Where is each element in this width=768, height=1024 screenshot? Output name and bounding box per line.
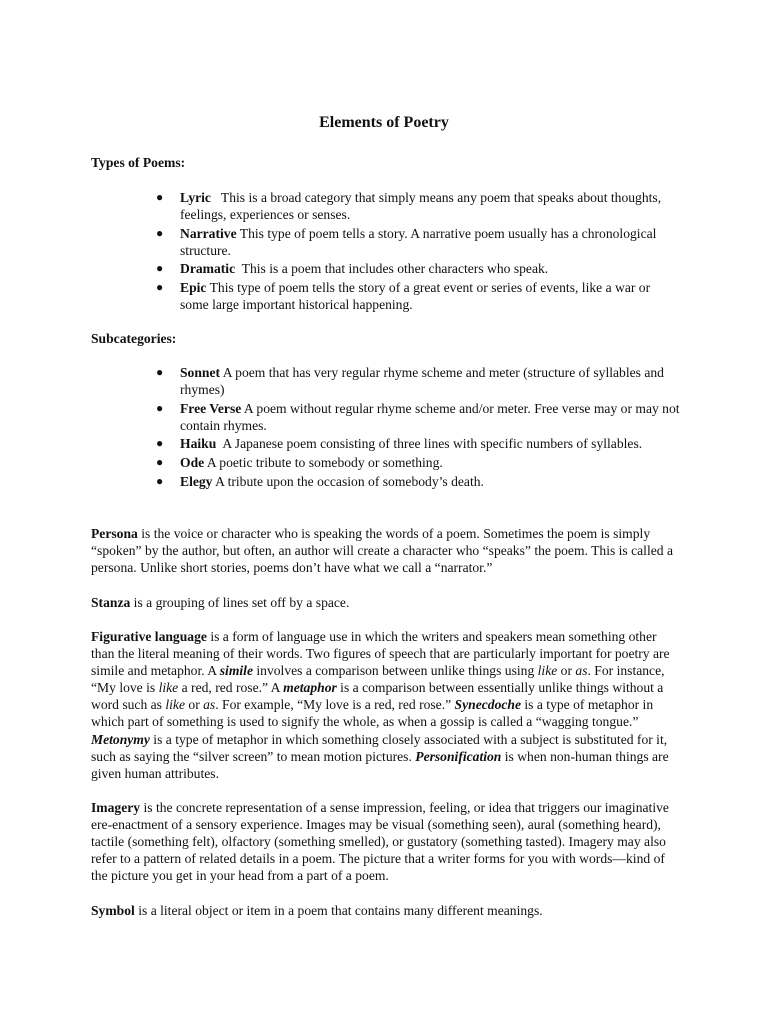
list-item bbox=[0, 364, 768, 398]
paragraph-text: a red, red rose.” A bbox=[178, 680, 284, 696]
definition-ode: A poetic tribute to somebody or something. bbox=[204, 454, 443, 470]
emphasis-as: as bbox=[575, 663, 588, 679]
definition-haiku: A Japanese poem consisting of three lines with specific numbers of syllables. bbox=[216, 436, 643, 452]
term-haiku: Haiku bbox=[180, 436, 217, 452]
definition-imagery: is the concrete representation of a sense impression, feeling, or idea that triggers our imaginative ere-enactment of a sensory experience. Images may be visual (something seen), aural (something heard), tactile (something felt), olfactory (something smelled), or gustatory (something tasted). Imagery may also refer to a pattern of related details in a poem. The picture that a writer forms for you with words—kind of the picture you get in your head from a part of a poem. bbox=[91, 800, 669, 884]
figurative-language-paragraph bbox=[91, 628, 681, 782]
paragraph-text: or bbox=[185, 697, 204, 713]
definition-sonnet: A poem that has very regular rhyme scheme and meter (structure of syllables and rhymes) bbox=[180, 365, 664, 398]
emphasis-as: as bbox=[203, 697, 216, 713]
imagery-paragraph bbox=[91, 799, 681, 884]
subcategories-heading: Subcategories: bbox=[91, 331, 177, 346]
definition-dramatic: This is a poem that includes other characters who speak. bbox=[235, 261, 549, 277]
list-item bbox=[0, 189, 768, 223]
paragraph-text: is a type of metaphor in which part of something is used to signify the whole, as when a gossip is called a “wagging tongue.” bbox=[91, 697, 654, 730]
term-sonnet: Sonnet bbox=[180, 365, 221, 380]
list-item bbox=[0, 454, 768, 471]
list-item bbox=[0, 400, 768, 434]
term-metaphor: metaphor bbox=[283, 680, 337, 696]
term-personification: Personification bbox=[415, 748, 502, 764]
list-item bbox=[0, 279, 768, 313]
bullet-icon: ● bbox=[156, 365, 164, 379]
stanza-paragraph bbox=[91, 594, 681, 611]
term-dramatic: Dramatic bbox=[180, 261, 236, 277]
list-item bbox=[0, 435, 768, 452]
definition-symbol: is a literal object or item in a poem that contains many different meanings. bbox=[134, 903, 543, 918]
term-metonymy: Metonymy bbox=[91, 731, 150, 747]
bullet-icon: ● bbox=[156, 436, 164, 451]
paragraph-text: . For example, “My love is a red, red rose.” bbox=[215, 697, 455, 713]
definition-narrative: This type of poem tells a story. A narrative poem usually has a chronological structure. bbox=[180, 225, 657, 258]
term-imagery: Imagery bbox=[91, 800, 141, 815]
term-ode: Ode bbox=[180, 454, 205, 470]
term-narrative: Narrative bbox=[180, 225, 237, 241]
bullet-icon: ● bbox=[156, 400, 164, 415]
term-figurative-language: Figurative language bbox=[91, 629, 207, 644]
bullet-icon: ● bbox=[156, 473, 164, 488]
paragraph-text: is a type of metaphor in which something closely associated with a subject is substituted for it, such as saying the “silver screen” to mean motion pictures. bbox=[91, 731, 668, 764]
emphasis-like: like bbox=[165, 697, 185, 713]
paragraph-text: . For instance, “My love is bbox=[91, 663, 665, 696]
definition-persona: is the voice or character who is speaking the words of a poem. Sometimes the poem is simply “spoken” by the author, but often, an author will create a character who “speaks” the poem. This is called a persona. Unlike short stories, poems don’t have what we call a “narrator.” bbox=[91, 526, 674, 576]
paragraph-text: is a form of language use in which the writers and speakers mean something other than the literal meaning of their words. Two figures of speech that are particularly important for poetry are simile and metaphor. A bbox=[91, 629, 670, 679]
subcategories-list bbox=[0, 364, 768, 491]
definition-elegy: A tribute upon the occasion of somebody’s death. bbox=[212, 473, 484, 489]
definition-free-verse: A poem without regular rhyme scheme and/or meter. Free verse may or may not contain rhymes. bbox=[180, 400, 680, 433]
paragraph-text: is a comparison between essentially unlike things without a word such as bbox=[91, 680, 664, 713]
types-heading: Types of Poems: bbox=[91, 155, 186, 170]
list-item bbox=[0, 260, 768, 277]
bullet-icon: ● bbox=[156, 279, 164, 294]
term-persona: Persona bbox=[91, 526, 138, 541]
emphasis-like: like bbox=[537, 663, 558, 679]
bullet-icon: ● bbox=[156, 190, 164, 204]
list-item bbox=[0, 225, 768, 259]
document-title: Elements of Poetry bbox=[319, 114, 449, 131]
term-simile: simile bbox=[219, 663, 253, 679]
emphasis-like: like bbox=[158, 680, 179, 696]
paragraph-text: or bbox=[557, 663, 576, 679]
term-epic: Epic bbox=[180, 279, 207, 295]
persona-paragraph bbox=[91, 525, 681, 576]
types-list bbox=[0, 189, 768, 315]
term-lyric: Lyric bbox=[180, 190, 211, 205]
term-symbol: Symbol bbox=[91, 903, 135, 918]
definition-stanza: is a grouping of lines set off by a space. bbox=[130, 595, 350, 610]
term-elegy: Elegy bbox=[180, 473, 213, 489]
term-free-verse: Free Verse bbox=[180, 400, 242, 416]
symbol-paragraph bbox=[91, 902, 681, 919]
bullet-icon: ● bbox=[156, 454, 164, 469]
definition-epic: This type of poem tells the story of a great event or series of events, like a war or some large important historical happening. bbox=[180, 279, 651, 313]
list-item bbox=[0, 473, 768, 490]
bullet-icon: ● bbox=[156, 261, 164, 276]
definition-lyric: This is a broad category that simply means any poem that speaks about thoughts, feelings, experiences or senses. bbox=[180, 190, 665, 223]
paragraph-text: is when non-human things are given human attributes. bbox=[91, 748, 669, 781]
paragraph-text: involves a comparison between unlike things using bbox=[252, 663, 538, 679]
bullet-icon: ● bbox=[156, 225, 164, 240]
term-stanza: Stanza bbox=[91, 595, 131, 610]
term-synecdoche: Synecdoche bbox=[454, 697, 521, 713]
